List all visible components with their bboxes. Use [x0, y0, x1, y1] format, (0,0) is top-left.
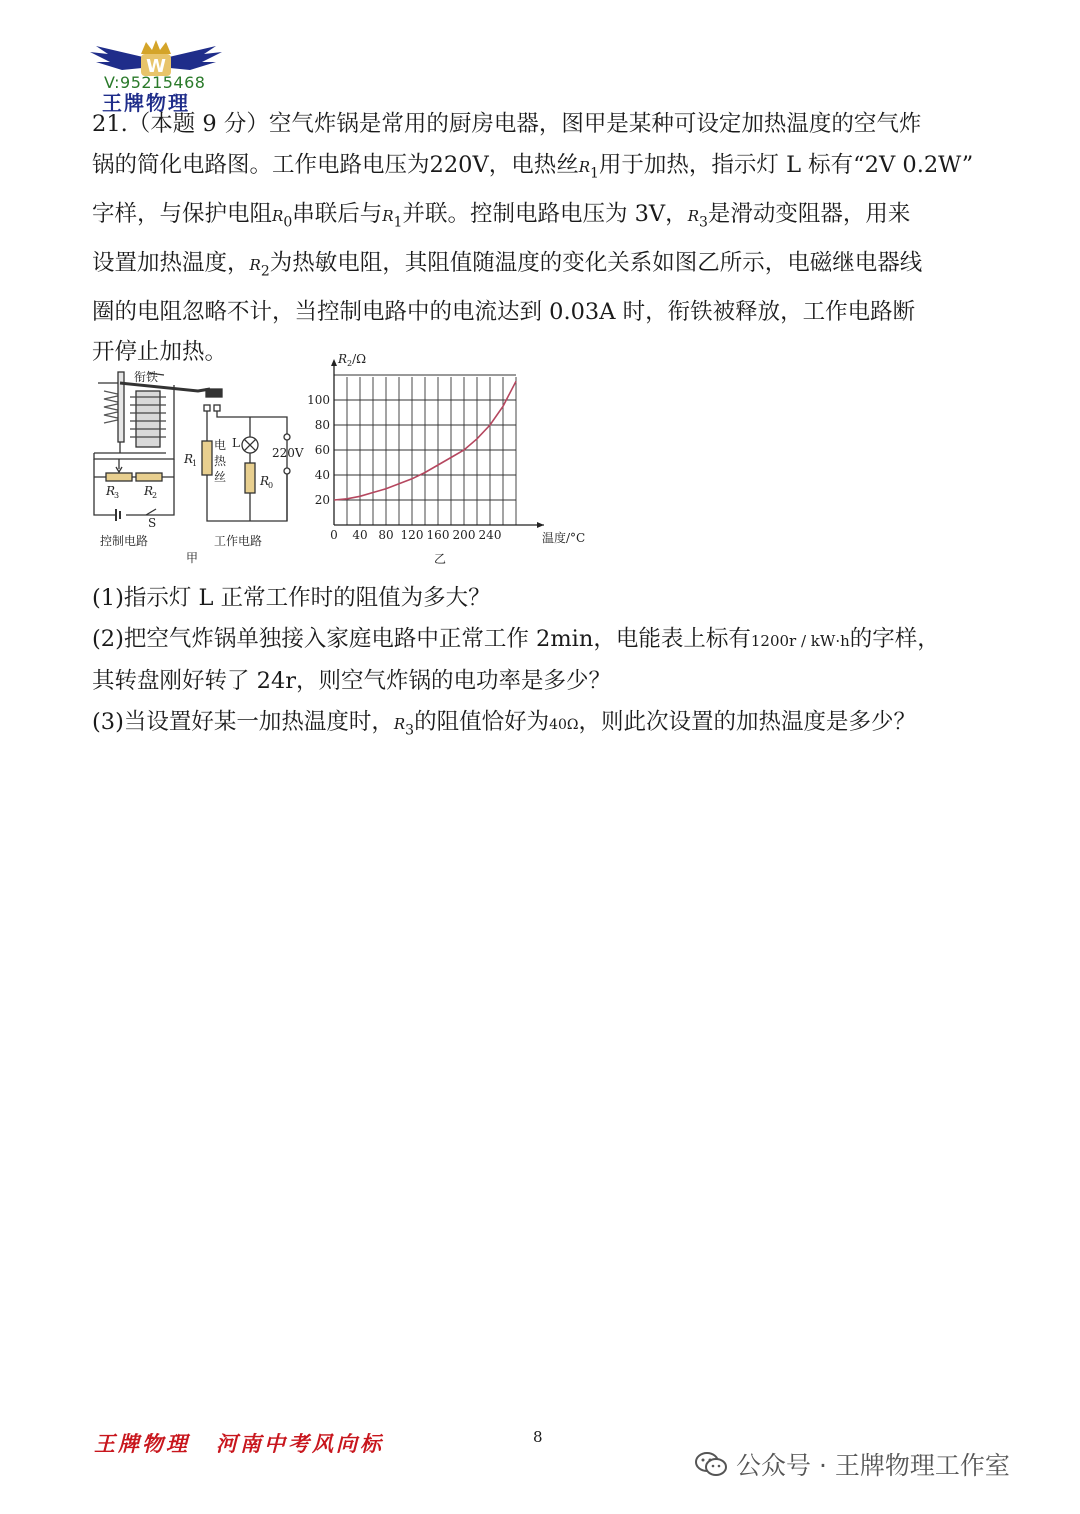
- r1-sub: 1: [192, 459, 198, 468]
- page-number: 8: [533, 1428, 543, 1446]
- question-line: 21.（本题 9 分）空气炸锅是常用的厨房电器，图甲是某种可设定加热温度的空气炸: [92, 111, 922, 137]
- x-tick-label: 120: [400, 528, 424, 542]
- r1-symbol: R: [184, 452, 194, 466]
- footer-brand-name: 王牌物理: [94, 1431, 190, 1456]
- question-line: 圈的电阻忽略不计，当控制电路中的电流达到 0.03A 时，衔铁被释放，工作电路断: [92, 298, 916, 325]
- heater-label-3: 丝: [214, 470, 227, 484]
- x-tick-label: 160: [426, 528, 450, 542]
- y-tick-label: 60: [314, 443, 330, 457]
- x-tick-label: 240: [478, 528, 502, 542]
- figure-svg: [90, 345, 610, 570]
- r3-sub: 3: [114, 491, 120, 500]
- figure-caption-yi: 乙: [434, 552, 447, 566]
- sub-question-2: (2)把空气炸锅单独接入家庭电路中正常工作 2min，电能表上标有1200r / kW·h的字样，: [92, 625, 940, 652]
- question-line: 字样，与保护电阻$R_0$串联后与$R_1$并联。控制电路电压为 3V，$R_3$是滑动变阻器，用来: [92, 200, 911, 230]
- figure-caption-jia: 甲: [186, 551, 199, 565]
- switch-label: S: [148, 516, 157, 530]
- x-tick-label: 40: [352, 528, 368, 542]
- y-axis-arrow: [331, 359, 337, 366]
- sub-question-2-cont: 其转盘刚好转了 24r，则空气炸锅的电功率是多少？: [92, 668, 612, 694]
- sub-question-3: (3)当设置好某一加热温度时，$R_3$的阻值恰好为40Ω，则此次设置的加热温度是多少？: [92, 708, 917, 738]
- logo: [86, 40, 226, 115]
- x-tick-label: 80: [378, 528, 394, 542]
- circuit-diagram: [94, 372, 290, 521]
- x-tick-label: 0: [330, 528, 338, 542]
- work-circuit-label: 工作电路: [214, 534, 263, 548]
- y-tick-label: 80: [314, 418, 330, 432]
- question-text: [92, 104, 997, 373]
- meter-rating: 1200r / kW·h: [750, 631, 850, 650]
- resistance-value: 40Ω: [549, 716, 579, 733]
- armature-label: 衔铁: [134, 370, 159, 384]
- x-tick-label: 200: [452, 528, 476, 542]
- footer-slogan: 河南中考风向标: [216, 1431, 384, 1456]
- x-axis-label: 温度/°C: [542, 531, 586, 545]
- footer-brand: [94, 1428, 384, 1458]
- heater-label-2: 热: [214, 454, 227, 468]
- lamp-label: L: [232, 436, 240, 450]
- r0-sub: 0: [268, 481, 274, 490]
- question-line: 开停止加热。: [92, 339, 228, 365]
- question-line: 锅的简化电路图。工作电路电压为220V，电热丝$R_1$用于加热，指示灯 L 标有“2V 0.2W”: [92, 151, 974, 181]
- wechat-watermark: [694, 1446, 1010, 1482]
- control-circuit-label: 控制电路: [100, 534, 149, 548]
- y-tick-label: 40: [314, 468, 330, 482]
- x-axis-arrow: [537, 522, 544, 528]
- sub-question-1: (1)指示灯 L 正常工作时的阻值为多大？: [92, 585, 491, 611]
- r0-symbol: R: [260, 474, 270, 488]
- y-tick-label: 100: [307, 393, 330, 407]
- question-line: 设置加热温度，$R_2$为热敏电阻，其阻值随温度的变化关系如图乙所示，电磁继电器线: [92, 249, 923, 279]
- wechat-icon: [694, 1450, 728, 1478]
- logo-brand: 王牌物理: [102, 91, 190, 115]
- wechat-account-name: 公众号 · 王牌物理工作室: [736, 1451, 1010, 1480]
- r2-temperature-chart: [307, 352, 585, 545]
- r3-symbol: R: [106, 484, 116, 498]
- logo-contact: V:95215468: [104, 73, 206, 92]
- r2-symbol: R: [144, 484, 154, 498]
- r2-sub: 2: [152, 491, 158, 500]
- heater-label-1: 电: [214, 438, 227, 452]
- figure: [90, 345, 610, 570]
- sub-questions: [92, 578, 997, 751]
- y-axis-label: $R_2/\Omega$: [338, 352, 367, 368]
- y-tick-label: 20: [314, 493, 330, 507]
- svg-text:W: W: [146, 56, 166, 77]
- voltage-label: 220V: [272, 446, 304, 460]
